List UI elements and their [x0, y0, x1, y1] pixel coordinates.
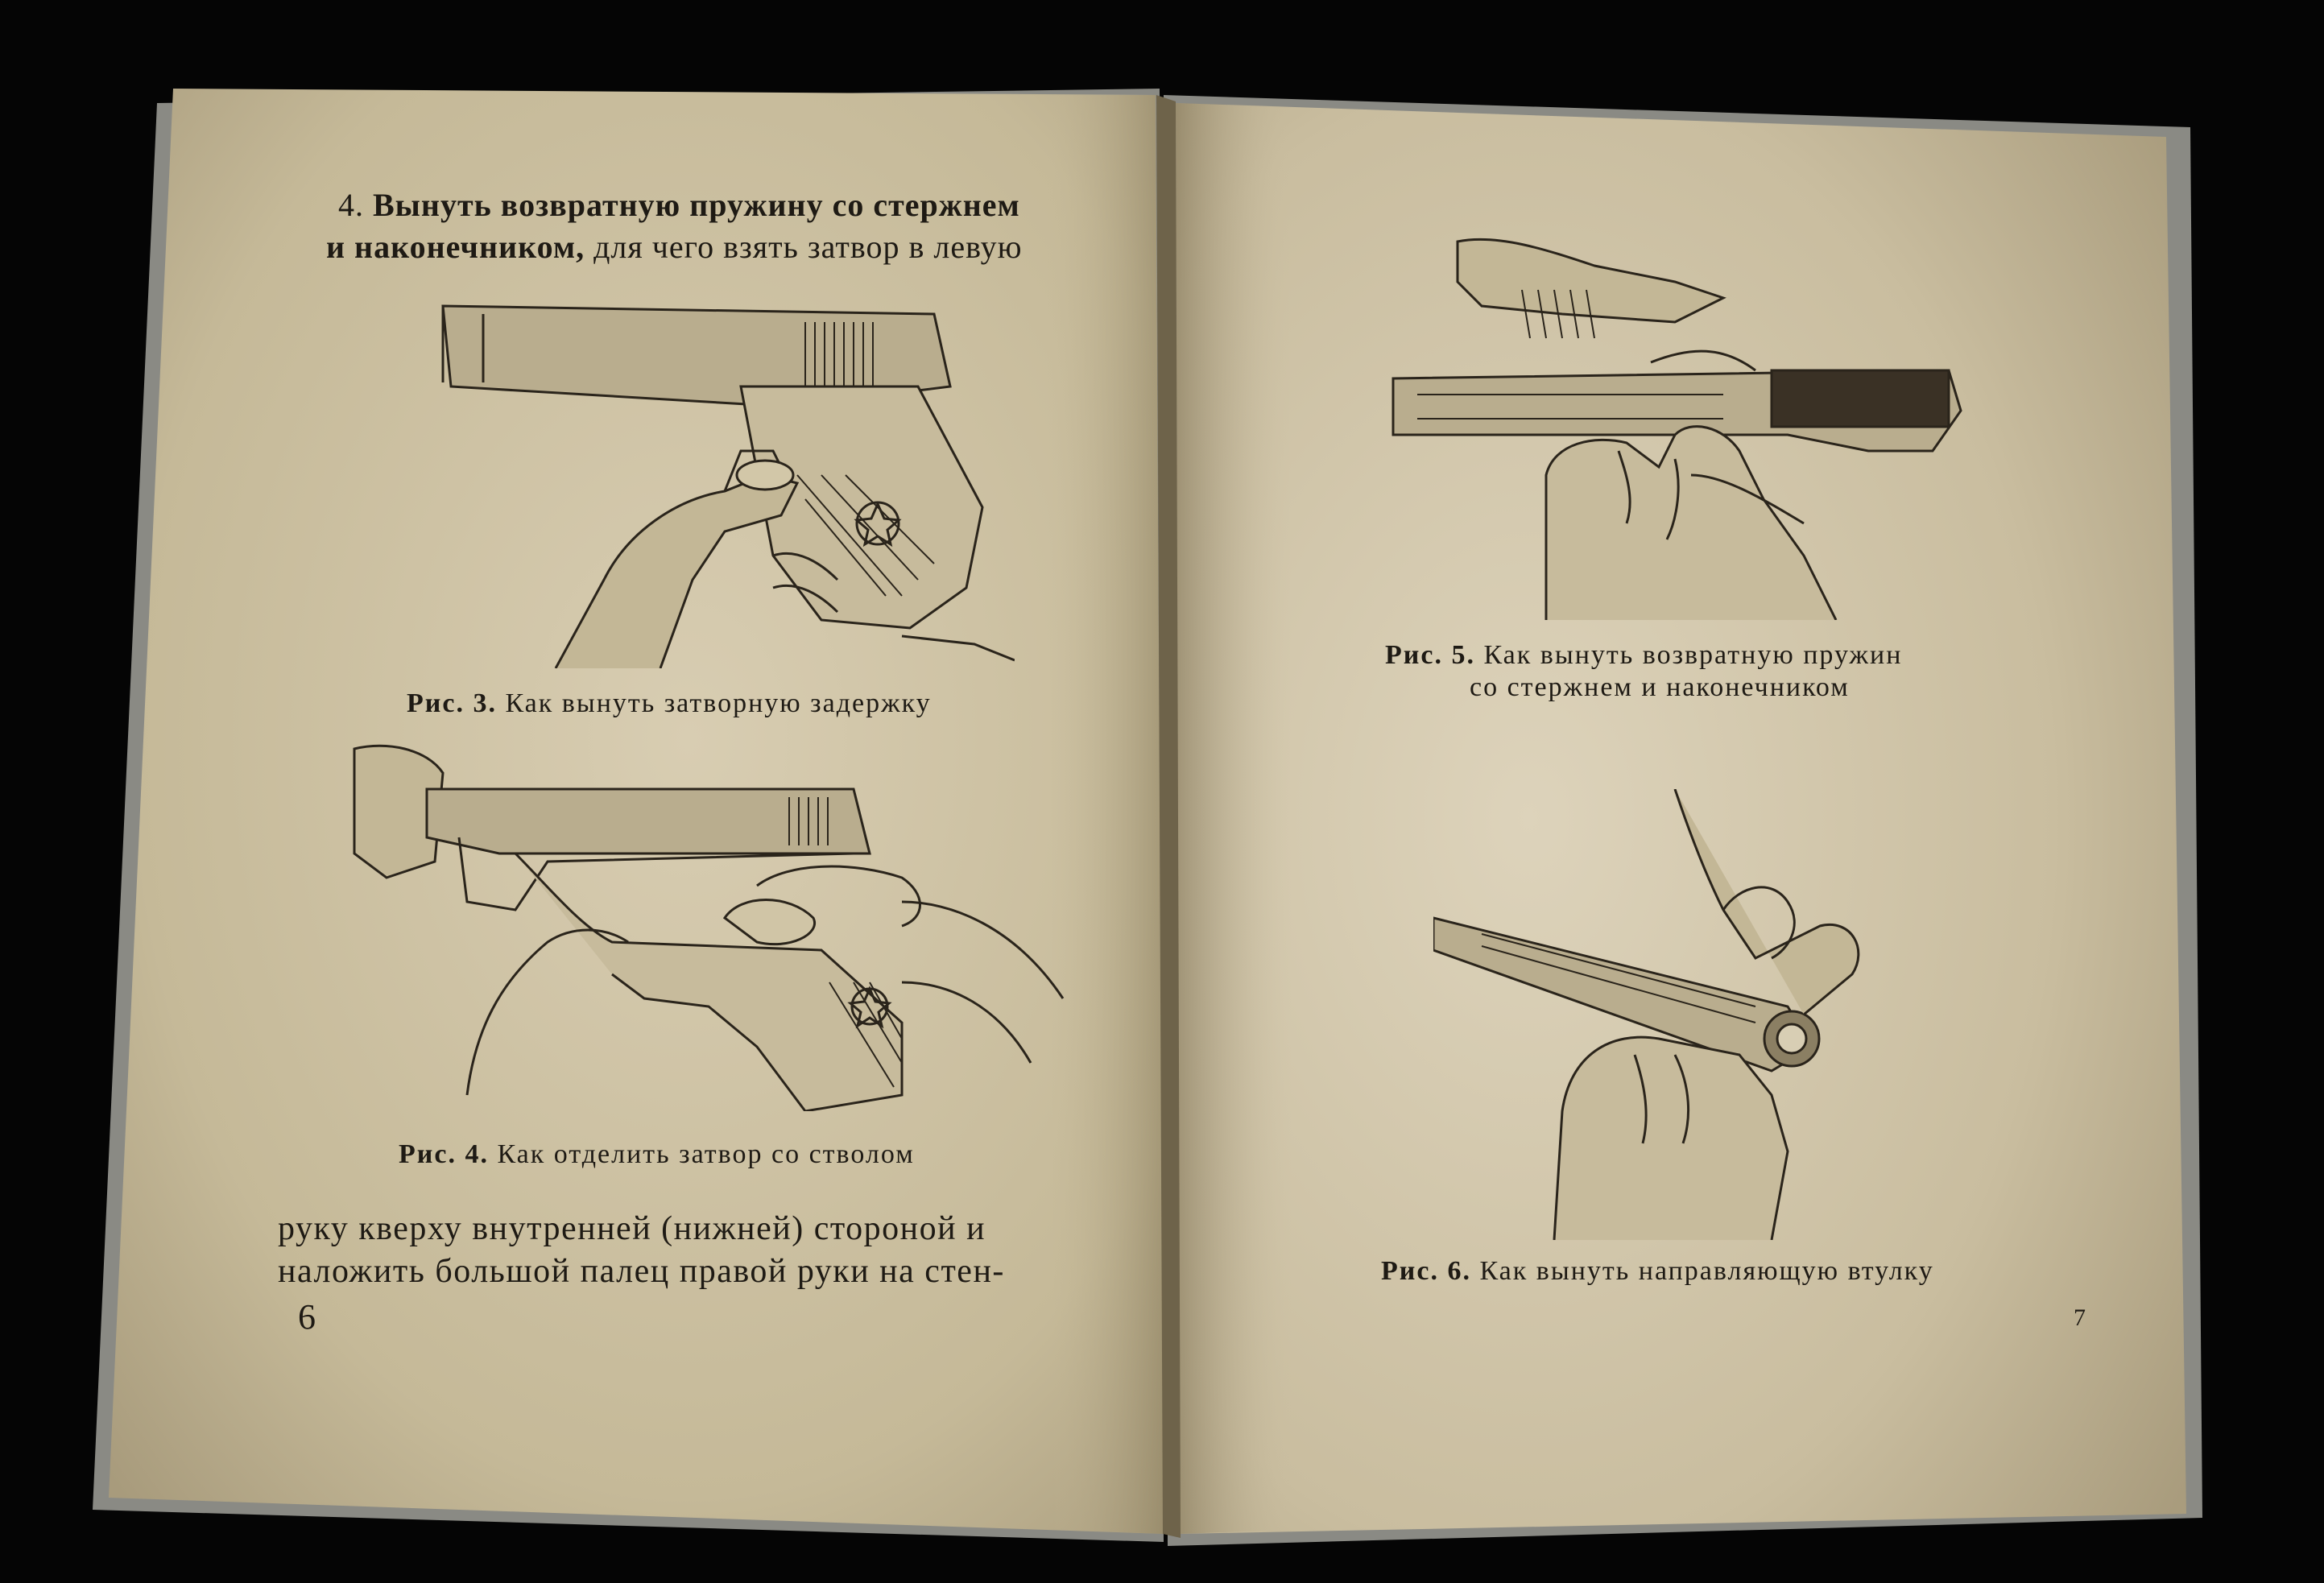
- heading-number: 4.: [338, 187, 364, 223]
- figure-3-caption: [407, 688, 932, 719]
- figure-4-label: Рис. 4.: [399, 1139, 489, 1169]
- figure-5-pistol-illustration: [1385, 234, 1965, 620]
- heading-bold-2: и наконечником,: [326, 229, 585, 265]
- figure-6-text: Как вынуть направляющую втулку: [1470, 1256, 1934, 1286]
- figure-6-caption: [1381, 1256, 1934, 1287]
- figure-5-caption-line-2: со стержнем и наконечником: [1470, 672, 1850, 702]
- figure-5-label: Рис. 5.: [1385, 640, 1475, 670]
- figure-4-pistol-illustration: [338, 741, 1071, 1111]
- figure-5-caption-line-1: [1385, 640, 1902, 671]
- page-number-left: 6: [298, 1297, 316, 1337]
- figure-3-label: Рис. 3.: [407, 688, 497, 718]
- figure-6-label: Рис. 6.: [1381, 1256, 1471, 1286]
- body-text-line-2: наложить большой палец правой руки на стен-: [278, 1253, 1005, 1290]
- section-heading-line-2: [326, 227, 1023, 267]
- body-text-line-1: руку кверху внутренней (нижней) стороной и: [278, 1210, 986, 1247]
- section-heading-line-1: [338, 185, 1020, 225]
- heading-rest: для чего взять затвор в левую: [585, 229, 1023, 265]
- figure-6-pistol-illustration: [1433, 789, 1884, 1240]
- figure-3-text: Как вынуть затворную задержку: [496, 688, 932, 718]
- figure-4-text: Как отделить затвор со стволом: [488, 1139, 915, 1169]
- figure-4-caption: [399, 1139, 915, 1170]
- page-number-right: 7: [2074, 1304, 2086, 1331]
- figure-3-pistol-illustration: [419, 290, 1015, 668]
- heading-bold-1: Вынуть возвратную пружину со стержнем: [373, 187, 1020, 223]
- figure-5-text-1: Как вынуть возвратную пружин: [1474, 640, 1903, 670]
